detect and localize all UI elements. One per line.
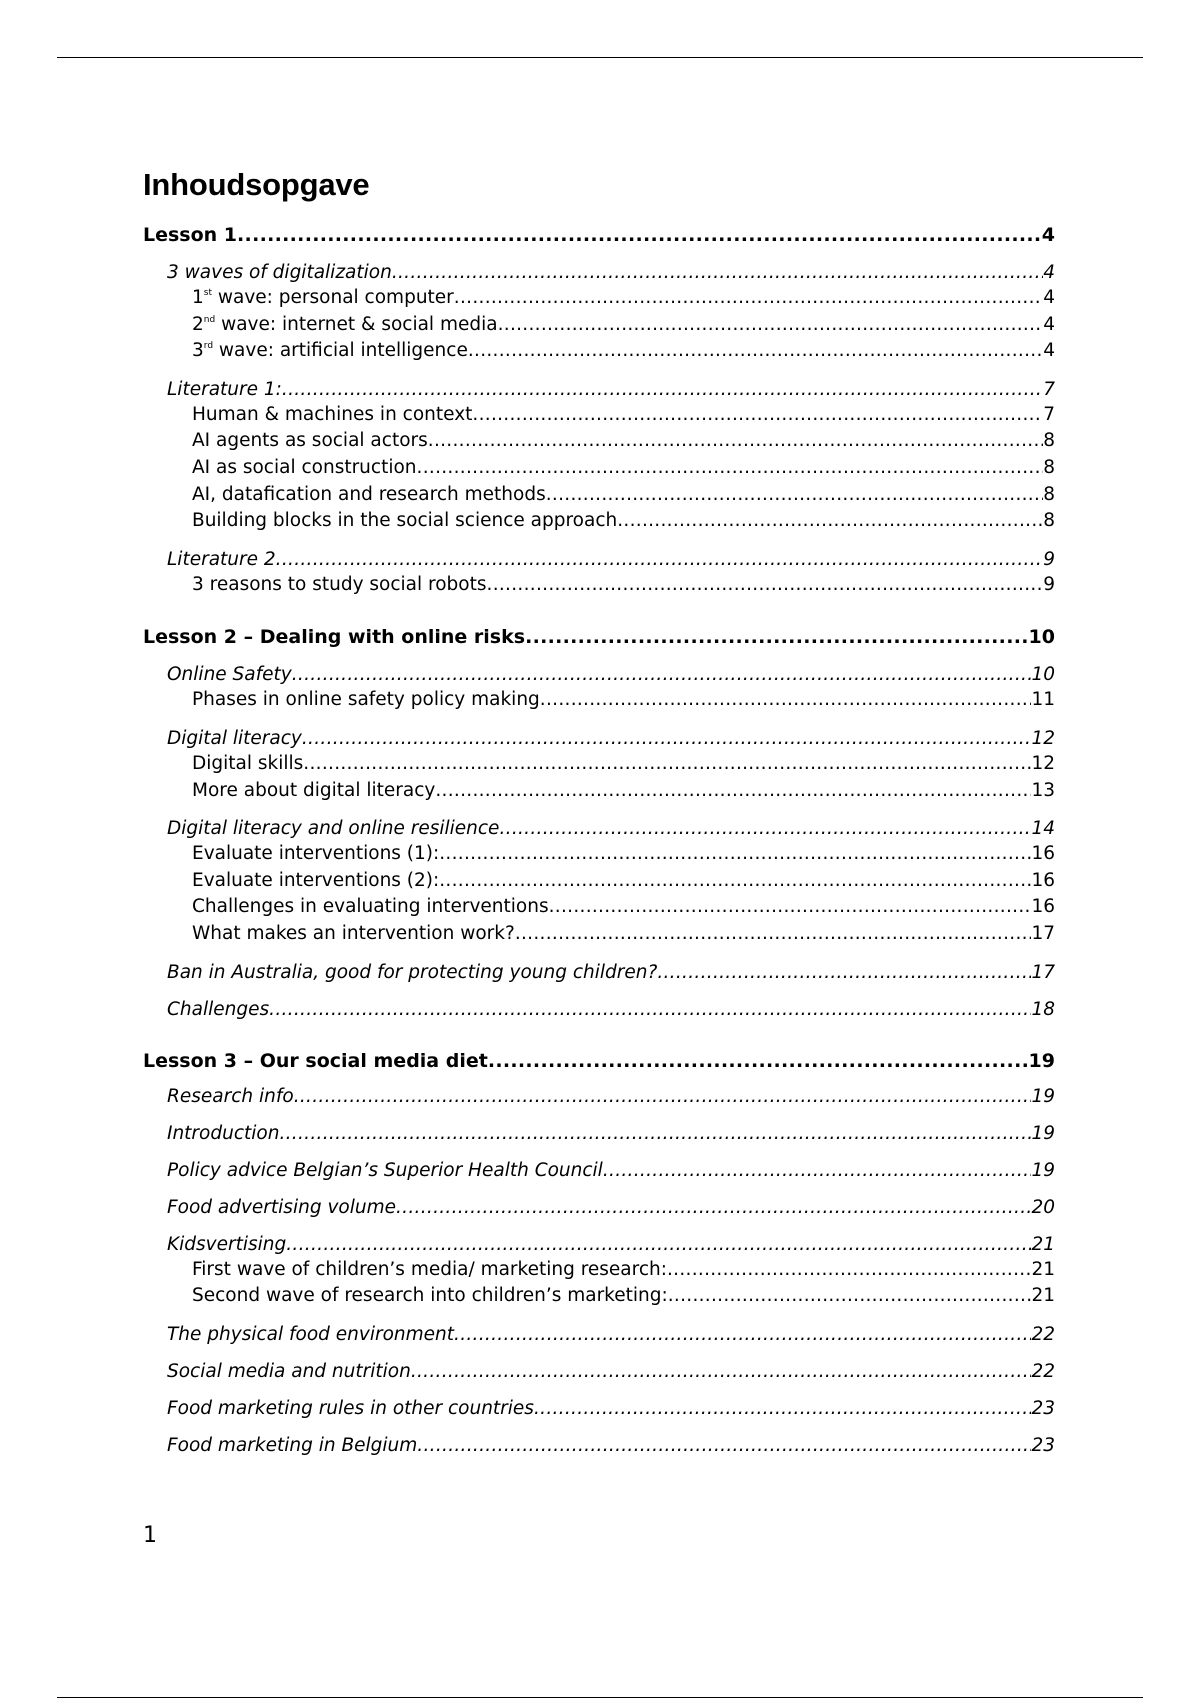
toc-entry-page: 4 — [1043, 340, 1055, 362]
toc-entry-wave-1[interactable] — [143, 285, 1055, 312]
toc-entry-title: Evaluate interventions (1): — [192, 843, 440, 865]
header-rule — [57, 57, 1143, 58]
toc-entry-page: 12 — [1031, 752, 1055, 774]
dot-leader — [525, 625, 1028, 649]
dot-leader — [435, 778, 1031, 805]
toc-entry-title: More about digital literacy — [192, 779, 436, 801]
dot-leader — [540, 687, 1032, 714]
toc-entry-title: Kidsvertising — [167, 1233, 287, 1255]
toc-entry-3-waves[interactable] — [143, 261, 1055, 285]
page-number: 1 — [143, 1523, 157, 1548]
toc-entry-title: 3 reasons to study social robots — [192, 573, 487, 595]
toc-entry-title: Building blocks in the social science approach — [192, 510, 618, 532]
toc-entry-social-media-nutrition[interactable] — [143, 1360, 1055, 1384]
dot-leader — [411, 1360, 1032, 1384]
toc-entry-title: Ban in Australia, good for protecting young children? — [167, 961, 658, 983]
toc-entry-lesson-1[interactable] — [143, 223, 1055, 247]
toc-entry-title: Research info — [167, 1085, 294, 1107]
toc-entry-page: 23 — [1031, 1397, 1055, 1419]
dot-leader — [286, 1233, 1031, 1257]
toc-entry-title: Literature 1: — [167, 378, 282, 400]
toc-entry-page: 12 — [1031, 727, 1055, 749]
toc-entry-title: Food marketing in Belgium — [167, 1434, 418, 1456]
toc-entry-title: Lesson 1 — [143, 224, 238, 246]
toc-entry-title: Digital literacy and online resilience — [167, 818, 500, 840]
dot-leader — [302, 727, 1032, 751]
toc-entry-page: 9 — [1043, 573, 1055, 595]
toc-entry[interactable] — [143, 921, 1055, 948]
toc-entry-wave-2[interactable] — [143, 312, 1055, 339]
toc-entry-page: 7 — [1043, 378, 1055, 400]
dot-leader — [237, 223, 1042, 247]
dot-leader — [668, 1283, 1032, 1310]
toc-entry-title: Food marketing rules in other countries — [167, 1397, 534, 1419]
wave-title: wave: internet & social media — [215, 313, 498, 335]
toc-entry-page: 4 — [1041, 224, 1055, 246]
toc-entry-wave-3[interactable] — [143, 338, 1055, 365]
dot-leader — [546, 482, 1044, 509]
dot-leader — [294, 1085, 1032, 1109]
dot-leader — [468, 338, 1043, 365]
toc-heading: Inhoudsopgave — [143, 167, 370, 202]
toc-entry[interactable] — [143, 841, 1055, 868]
dot-leader — [487, 572, 1044, 599]
toc-entry-online-resilience[interactable] — [143, 817, 1055, 841]
toc-entry-page: 22 — [1031, 1360, 1055, 1382]
toc-entry[interactable] — [143, 508, 1055, 535]
toc-entry-introduction[interactable] — [143, 1122, 1055, 1146]
dot-leader — [534, 1397, 1032, 1421]
toc-entry-title — [192, 312, 498, 339]
toc-entry[interactable] — [143, 751, 1055, 778]
toc-entry-page: 10 — [1028, 626, 1055, 649]
ordinal-suffix: rd — [203, 341, 214, 352]
dot-leader — [667, 1257, 1031, 1284]
dot-leader — [498, 312, 1044, 339]
dot-leader — [472, 402, 1043, 429]
footer-rule — [57, 1697, 1143, 1698]
toc-entry-page: 8 — [1043, 510, 1055, 532]
toc-entry-literature-1[interactable] — [143, 378, 1055, 402]
toc-entry[interactable] — [143, 455, 1055, 482]
dot-leader — [396, 1196, 1031, 1220]
toc-entry-page: 13 — [1031, 779, 1055, 801]
toc-entry-page: 16 — [1031, 869, 1055, 891]
toc-entry-page: 8 — [1043, 430, 1055, 452]
toc-entry-title: What makes an intervention work? — [192, 922, 515, 944]
wave-number: 2 — [192, 313, 204, 335]
toc-entry[interactable] — [143, 482, 1055, 509]
dot-leader — [428, 428, 1043, 455]
toc-entry[interactable] — [143, 1257, 1055, 1284]
toc-entry-title: Second wave of research into children’s marketing: — [192, 1285, 668, 1307]
toc-entry-food-marketing-belgium[interactable] — [143, 1434, 1055, 1458]
dot-leader — [303, 751, 1031, 778]
toc-entry-title: Challenges in evaluating interventions — [192, 896, 549, 918]
toc-entry[interactable] — [143, 687, 1055, 714]
toc-entry-page: 18 — [1031, 998, 1055, 1020]
table-of-contents — [143, 223, 1055, 1458]
toc-page — [143, 164, 1055, 1458]
toc-entry-food-marketing-rules[interactable] — [143, 1397, 1055, 1421]
toc-entry-page: 8 — [1043, 456, 1055, 478]
toc-entry-page: 23 — [1031, 1434, 1055, 1456]
toc-entry-page: 19 — [1028, 1049, 1055, 1072]
toc-entry-policy-advice[interactable] — [143, 1159, 1055, 1183]
toc-entry-research-info[interactable] — [143, 1085, 1055, 1109]
dot-leader — [269, 998, 1031, 1022]
toc-entry-page: 4 — [1043, 262, 1055, 283]
dot-leader — [282, 378, 1043, 402]
toc-entry-title: Introduction — [167, 1122, 280, 1144]
toc-entry-title: Evaluate interventions (2): — [192, 869, 440, 891]
toc-entry-page: 4 — [1043, 287, 1055, 308]
toc-entry-page: 4 — [1043, 313, 1055, 335]
toc-entry[interactable] — [143, 894, 1055, 921]
toc-entry-title: Digital literacy — [167, 727, 302, 749]
toc-entry[interactable] — [143, 572, 1055, 599]
dot-leader — [603, 1159, 1032, 1183]
dot-leader — [499, 817, 1031, 841]
dot-leader — [454, 285, 1043, 312]
toc-entry-page: 10 — [1031, 664, 1055, 686]
toc-entry-title: Food advertising volume — [167, 1196, 396, 1218]
toc-entry-digital-literacy[interactable] — [143, 727, 1055, 751]
wave-number: 1 — [192, 287, 204, 308]
toc-entry-page: 19 — [1031, 1085, 1055, 1107]
toc-entry-title: Challenges — [167, 998, 270, 1020]
toc-entry[interactable] — [143, 868, 1055, 895]
toc-entry-title: Phases in online safety policy making — [192, 689, 540, 711]
toc-entry-title: The physical food environment — [167, 1323, 455, 1345]
toc-entry-title: AI agents as social actors — [192, 430, 428, 452]
dot-leader — [439, 868, 1031, 895]
toc-entry-ban-australia[interactable] — [143, 961, 1055, 985]
toc-entry-title: Lesson 3 – Our social media diet — [143, 1049, 488, 1072]
ordinal-suffix: st — [203, 288, 212, 298]
toc-entry-page: 19 — [1031, 1122, 1055, 1144]
toc-entry-online-safety[interactable] — [143, 663, 1055, 687]
toc-entry-page: 16 — [1031, 843, 1055, 865]
toc-entry-page: 11 — [1031, 689, 1055, 711]
toc-entry-title — [192, 285, 454, 312]
toc-entry-page: 7 — [1043, 403, 1055, 425]
toc-entry-page: 19 — [1031, 1159, 1055, 1181]
dot-leader — [292, 663, 1032, 687]
toc-entry-page: 22 — [1031, 1323, 1055, 1345]
toc-entry-title: AI, datafication and research methods — [192, 483, 546, 505]
toc-entry-title — [192, 338, 468, 365]
toc-entry-physical-food-environment[interactable] — [143, 1323, 1055, 1347]
dot-leader — [454, 1323, 1031, 1347]
toc-entry[interactable] — [143, 778, 1055, 805]
toc-entry-title: Lesson 2 – Dealing with online risks — [143, 626, 526, 649]
wave-title: wave: personal computer — [212, 287, 454, 308]
toc-entry-page: 21 — [1031, 1285, 1055, 1307]
dot-leader — [515, 921, 1032, 948]
toc-entry-page: 9 — [1043, 548, 1055, 570]
dot-leader — [392, 261, 1043, 285]
toc-entry[interactable] — [143, 402, 1055, 429]
dot-leader — [488, 1049, 1029, 1073]
toc-entry-page: 16 — [1031, 896, 1055, 918]
toc-entry[interactable] — [143, 428, 1055, 455]
toc-entry-title: Policy advice Belgian’s Superior Health Council — [167, 1159, 603, 1181]
toc-entry-page: 21 — [1031, 1258, 1055, 1280]
toc-entry-lesson-2[interactable] — [143, 625, 1055, 649]
dot-leader — [657, 961, 1031, 985]
dot-leader — [417, 1434, 1031, 1458]
toc-entry-title: Digital skills — [192, 752, 304, 774]
toc-entry-page: 17 — [1031, 922, 1055, 944]
toc-entry-title: Online Safety — [167, 664, 292, 686]
toc-entry-literature-2[interactable] — [143, 548, 1055, 572]
toc-entry-page: 21 — [1031, 1233, 1055, 1255]
ordinal-suffix: nd — [203, 314, 216, 325]
dot-leader — [279, 1122, 1031, 1146]
toc-entry-page: 17 — [1031, 961, 1055, 983]
dot-leader — [549, 894, 1032, 921]
wave-title: wave: artificial intelligence — [213, 340, 468, 362]
toc-entry-page: 8 — [1043, 483, 1055, 505]
toc-entry-lesson-3[interactable] — [143, 1049, 1055, 1073]
toc-entry-title: 3 waves of digitalization — [167, 262, 392, 283]
toc-entry-kidsvertising[interactable] — [143, 1233, 1055, 1257]
wave-number: 3 — [192, 340, 204, 362]
toc-entry[interactable] — [143, 1283, 1055, 1310]
toc-entry-title: First wave of children’s media/ marketing research: — [192, 1258, 667, 1280]
toc-entry-page: 20 — [1031, 1196, 1055, 1218]
toc-entry-food-advertising-volume[interactable] — [143, 1196, 1055, 1220]
toc-entry-title: Social media and nutrition — [167, 1360, 411, 1382]
dot-leader — [276, 548, 1044, 572]
dot-leader — [417, 455, 1044, 482]
toc-entry-title: Human & machines in context — [192, 403, 473, 425]
dot-leader — [439, 841, 1031, 868]
toc-entry-page: 14 — [1031, 818, 1055, 840]
toc-entry-title: Literature 2 — [167, 548, 276, 570]
toc-entry-title: AI as social construction — [192, 456, 417, 478]
toc-entry-challenges[interactable] — [143, 998, 1055, 1022]
dot-leader — [617, 508, 1043, 535]
